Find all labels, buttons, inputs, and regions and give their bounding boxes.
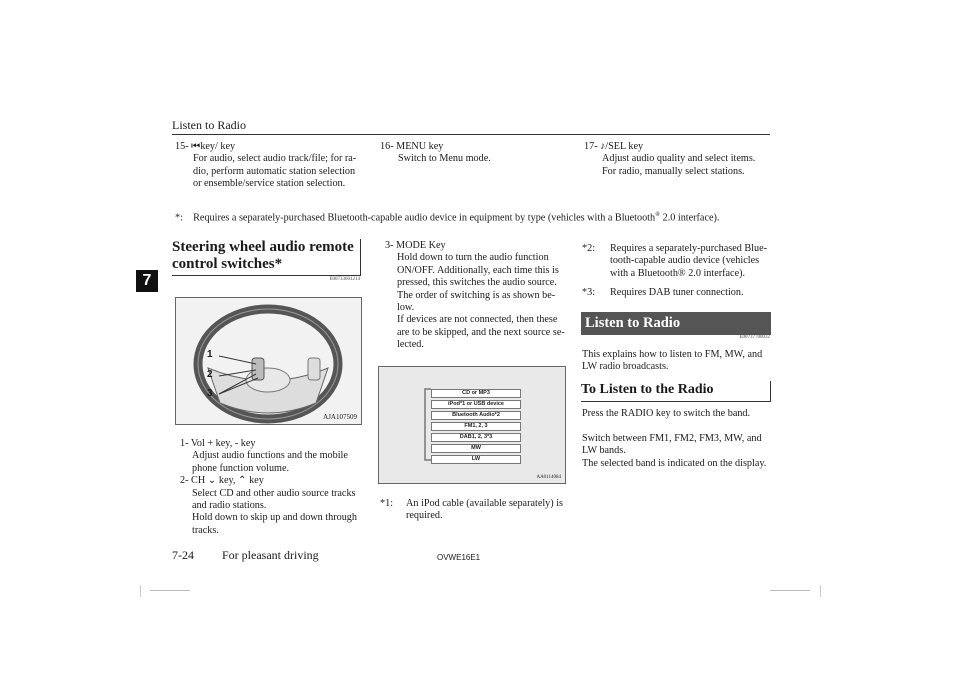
item-15-line: or ensemble/service station selection. — [193, 178, 346, 190]
footnote-3-mark: *3: — [582, 287, 596, 298]
source-row: Bluetooth Audio*2 — [431, 411, 521, 420]
item-2-key: key — [249, 475, 264, 487]
footnote-3 — [582, 287, 772, 299]
paragraph-1: Press the RADIO key to switch the band. — [582, 408, 751, 419]
footnote-2-line: tooth-capable audio device (vehicles — [610, 255, 760, 267]
crop-mark — [820, 585, 821, 597]
footnote-1-line: An iPod cable (available separately) is — [406, 498, 563, 509]
item-3-line: If devices are not connected, then these — [397, 314, 558, 326]
chevron-down-icon: ⌄ — [207, 475, 217, 487]
chapter-tab: 7 — [136, 270, 158, 292]
callout-2: 2 — [207, 369, 213, 380]
footnote-2-line: Requires a separately-purchased Blue- — [610, 243, 767, 254]
item-17-line: Adjust audio quality and select items. — [602, 153, 756, 165]
item-15-line: For audio, select audio track/file; for ra- — [193, 153, 357, 165]
item-15-number: 15- — [175, 141, 189, 152]
figure-label: AJA107509 — [323, 413, 357, 421]
source-row: LW — [431, 455, 521, 464]
source-row: MW — [431, 444, 521, 453]
registered-mark: ® — [655, 211, 661, 218]
footnote-bluetooth — [175, 209, 775, 225]
section-heading: control switches* — [172, 256, 283, 272]
paragraph-2-line: Switch between FM1, FM2, FM3, MW, and — [582, 433, 762, 444]
crop-mark — [150, 590, 190, 591]
footer-section: For pleasant driving — [222, 548, 319, 562]
section-code: E00737700032 — [739, 335, 770, 340]
item-17-key: /SEL key — [605, 141, 644, 152]
page-header-title: Listen to Radio — [172, 118, 246, 132]
doc-code: OVWE16E1 — [437, 553, 481, 562]
callout-3: 3 — [207, 388, 213, 399]
item-1 — [180, 438, 362, 537]
steering-wheel-figure — [175, 297, 362, 425]
sub-heading-box — [581, 381, 771, 402]
item-3-line: low. — [397, 302, 415, 314]
source-row: CD or MP3 — [431, 389, 521, 398]
source-order-figure — [378, 366, 566, 484]
chevron-up-icon: ⌃ — [237, 475, 247, 487]
paragraph-2-line: LW bands. — [582, 445, 626, 457]
item-16 — [380, 141, 570, 166]
footnote-3-text: Requires DAB tuner connection. — [610, 287, 744, 298]
item-2-key: CH — [191, 475, 206, 487]
item-3-line: are to be skipped, and the next source se- — [397, 326, 565, 338]
item-17 — [584, 141, 774, 178]
paragraph-2 — [582, 433, 772, 470]
item-3 — [385, 240, 567, 352]
intro-line: This explains how to listen to FM, MW, and — [582, 349, 763, 360]
section-title-bar: Listen to Radio — [581, 312, 771, 335]
item-3-line: pressed, this switches the audio source. — [397, 277, 557, 289]
footnote-text-end: 2.0 interface). — [660, 212, 720, 224]
section-code: E00733601214 — [329, 277, 360, 282]
header-rule — [172, 134, 770, 135]
footnote-2-mark: *2: — [582, 243, 596, 254]
callout-1: 1 — [207, 349, 213, 360]
item-16-key: MENU key — [396, 141, 444, 152]
intro-paragraph — [582, 349, 772, 374]
item-2-line: and radio stations. — [192, 500, 267, 512]
item-3-number: 3- — [385, 240, 394, 251]
item-15-key: key/ key — [200, 141, 236, 152]
item-1-key: Vol + key, - key — [190, 438, 256, 449]
source-row: FM1, 2, 3 — [431, 422, 521, 431]
footnote-colon: : — [180, 212, 183, 224]
source-row: iPod*1 or USB device — [431, 400, 521, 409]
page-number: 7-24 — [172, 548, 194, 562]
item-2-key: key, — [218, 475, 236, 487]
footnote-text: Requires a separately-purchased Bluetooth-capable audio device in equipment by type (vehicles with a Bluetooth — [193, 212, 656, 224]
item-16-line: Switch to Menu mode. — [398, 153, 491, 165]
item-15-line: dio, perform automatic station selection — [193, 165, 356, 177]
music-note-icon: ♪ — [600, 141, 606, 152]
footnote-1 — [380, 498, 570, 522]
steering-wheel-icon — [176, 298, 361, 424]
item-2-number: 2- — [180, 475, 189, 487]
item-1-number: 1- — [180, 438, 189, 449]
sub-heading: To Listen to the Radio — [581, 382, 714, 397]
crop-mark — [770, 590, 810, 591]
previous-track-icon: ⏮ — [191, 141, 201, 152]
crop-mark — [140, 585, 141, 597]
item-2-line: tracks. — [192, 524, 219, 536]
item-17-number: 17- — [584, 141, 598, 152]
item-2-line: Select CD and other audio source tracks — [192, 487, 356, 499]
item-1-line: phone function volume. — [192, 462, 290, 474]
footnote-2-line: with a Bluetooth® 2.0 interface). — [610, 267, 746, 279]
steering-switches-heading-box — [172, 239, 361, 276]
footnote-1-mark: *1: — [380, 498, 394, 509]
item-3-line: lected. — [397, 339, 424, 351]
item-2-line: Hold down to skip up and down through — [192, 512, 357, 524]
item-1-line: Adjust audio functions and the mobile — [192, 450, 348, 462]
figure-label: AA0114084 — [536, 475, 561, 480]
footnote-2 — [582, 243, 772, 279]
item-15 — [175, 141, 375, 191]
item-3-line: The order of switching is as shown be- — [397, 289, 556, 301]
item-16-number: 16- — [380, 141, 394, 152]
footnote-1-line: required. — [406, 510, 443, 522]
section-heading: Steering wheel audio remote — [172, 239, 354, 255]
paragraph-2-line: The selected band is indicated on the display. — [582, 457, 767, 469]
item-3-line: Hold down to turn the audio function — [397, 252, 549, 264]
source-row: DAB1, 2, 3*3 — [431, 433, 521, 442]
item-3-key: MODE Key — [396, 240, 446, 251]
item-3-line: ON/OFF. Additionally, each time this is — [397, 264, 559, 276]
intro-line: LW radio broadcasts. — [582, 361, 669, 373]
item-17-line: For radio, manually select stations. — [602, 165, 745, 177]
footnote-mark: * — [175, 212, 181, 224]
